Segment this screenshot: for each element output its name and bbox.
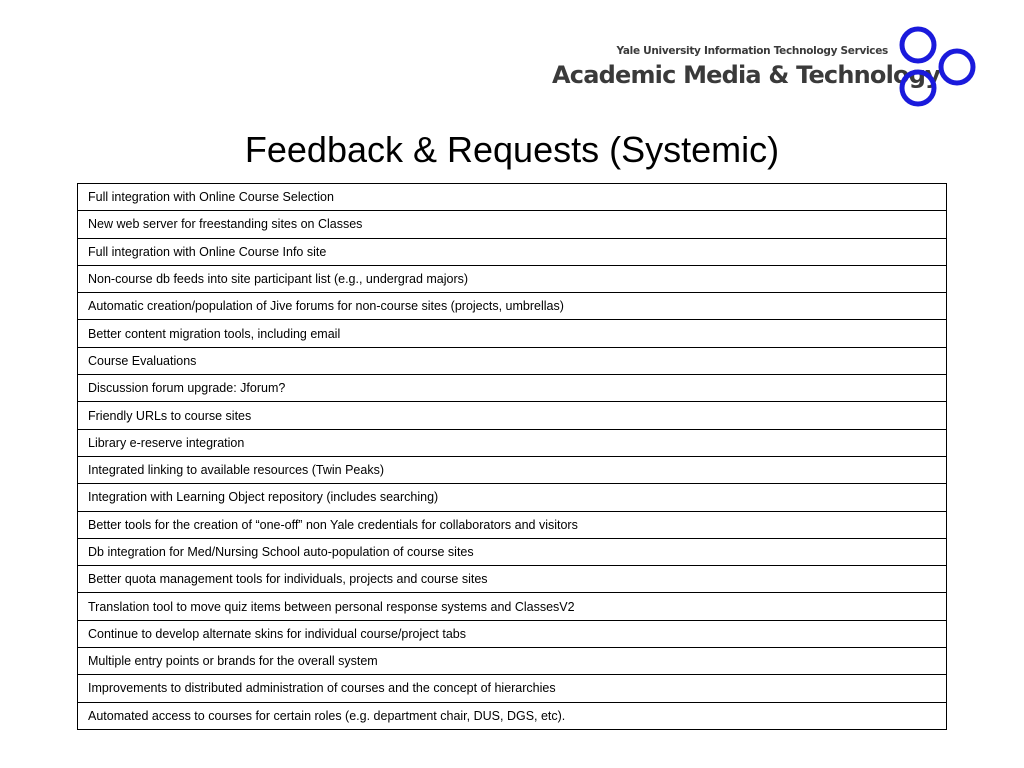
request-item: Non-course db feeds into site participant list (e.g., undergrad majors) xyxy=(78,265,947,292)
table-row xyxy=(78,456,947,483)
table-row xyxy=(78,675,947,702)
request-item: Automatic creation/population of Jive forums for non-course sites (projects, umbrellas) xyxy=(78,293,947,320)
table-row xyxy=(78,429,947,456)
table-row xyxy=(78,648,947,675)
yale-rings-logo-icon xyxy=(894,24,978,110)
brand-header xyxy=(552,44,940,90)
table-row xyxy=(78,402,947,429)
table-row xyxy=(78,620,947,647)
brand-subtitle: Yale University Information Technology Services xyxy=(616,45,888,57)
request-item: Better content migration tools, including email xyxy=(78,320,947,347)
request-item: Translation tool to move quiz items between personal response systems and ClassesV2 xyxy=(78,593,947,620)
table-row xyxy=(78,484,947,511)
logo-ring-top xyxy=(902,29,934,61)
table-row xyxy=(78,347,947,374)
table-row xyxy=(78,211,947,238)
table-row xyxy=(78,184,947,211)
request-item: Better tools for the creation of “one-off” non Yale credentials for collaborators and visitors xyxy=(78,511,947,538)
table-row xyxy=(78,593,947,620)
table-row xyxy=(78,538,947,565)
table-row xyxy=(78,320,947,347)
table-row xyxy=(78,702,947,729)
request-item: Course Evaluations xyxy=(78,347,947,374)
request-item: Continue to develop alternate skins for individual course/project tabs xyxy=(78,620,947,647)
request-item: Discussion forum upgrade: Jforum? xyxy=(78,375,947,402)
table-row xyxy=(78,511,947,538)
request-item: Full integration with Online Course Selection xyxy=(88,190,334,205)
request-item: Db integration for Med/Nursing School auto-population of course sites xyxy=(78,538,947,565)
request-item: Library e-reserve integration xyxy=(78,429,947,456)
table-row xyxy=(78,265,947,292)
request-item: Integrated linking to available resources (Twin Peaks) xyxy=(78,456,947,483)
brand-title: Academic Media & Technology xyxy=(552,61,940,89)
request-item: Multiple entry points or brands for the overall system xyxy=(78,648,947,675)
request-item: Friendly URLs to course sites xyxy=(78,402,947,429)
request-item: Integration with Learning Object repository (includes searching) xyxy=(78,484,947,511)
request-item: Full integration with Online Course Info site xyxy=(78,238,947,265)
table-row xyxy=(78,566,947,593)
request-item: Better quota management tools for individuals, projects and course sites xyxy=(78,566,947,593)
table-row xyxy=(78,375,947,402)
logo-ring-bottom xyxy=(902,72,934,104)
request-item: New web server for freestanding sites on Classes xyxy=(78,211,947,238)
requests-table-body xyxy=(78,184,947,730)
logo-ring-right xyxy=(941,51,973,83)
request-item: Improvements to distributed administration of courses and the concept of hierarchies xyxy=(78,675,947,702)
page-title: Feedback & Requests (Systemic) xyxy=(244,129,780,170)
table-row xyxy=(78,238,947,265)
requests-table xyxy=(77,183,947,730)
request-item: Automated access to courses for certain roles (e.g. department chair, DUS, DGS, etc). xyxy=(78,702,947,729)
table-row xyxy=(78,293,947,320)
